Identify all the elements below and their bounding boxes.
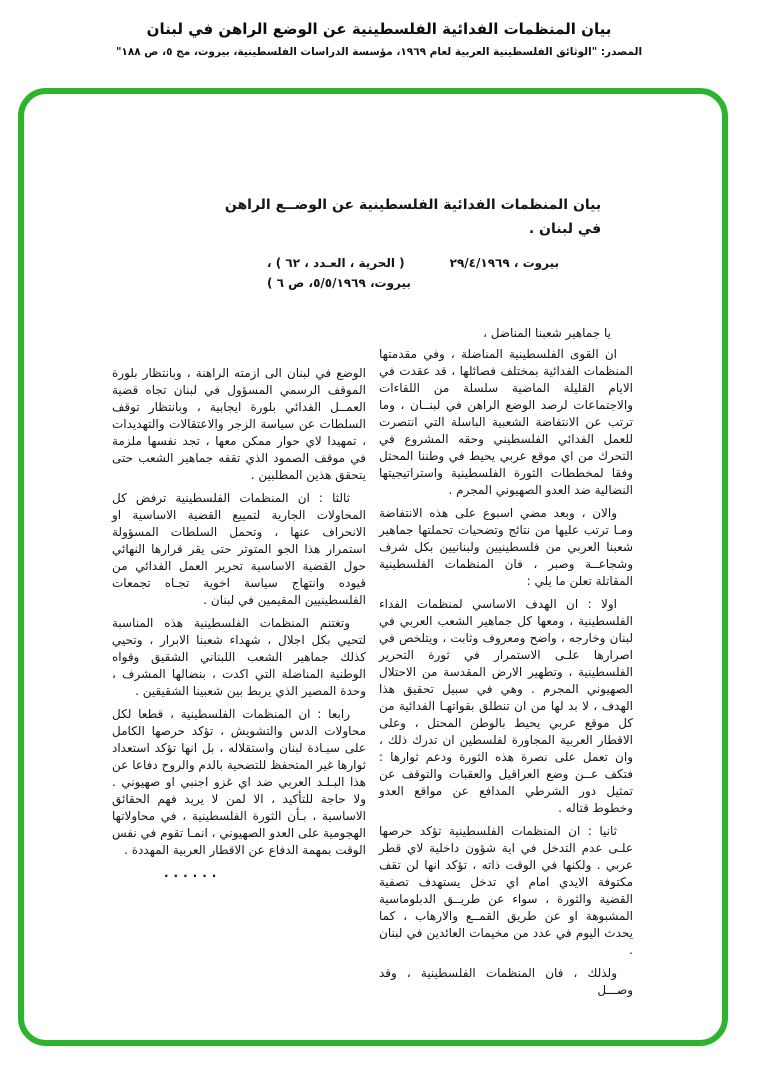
heading-line-1: بيان المنظمات الفدائية الفلسطينية عن الوضــع الراهن: [224, 197, 602, 213]
page-title: بيان المنظمات الفدائية الفلسطينية عن الوضع الراهن في لبنان: [146, 20, 612, 38]
paragraph-second-point: ثانيا : ان المنظمات الفلسطينية تؤكد حرصها علـى عدم التدخل في اية شؤون داخلية لاي قطر عربي . ولكنها في الوقت ذاته ، تؤكد انها لن تقف مكتوفة الايدي امام اي تدخل يستهدف تصفية القضية والثورة ، سواء عن طريــق الدبلوماسية المشبوهة او عن طريق القمــع والارهاب ، كما يحدث اليوم في عدد من مخيمات العائدين في لبنان .: [379, 823, 633, 957]
paragraph-third-point: ثالثا : ان المنظمات الفلسطينية ترفض كل المحاولات الجارية لتمييع القضية الاساسية او الانحراف عنها ، وتحمل السلطات المسؤولة استمرار هذا الجو المتوتر حتى يقر قرارها النهائي حول القضية الاساسية تحرير العمل الفدائي من قيوده وانتهاج سياسة اخوية تجـاه تجمعات الفلسطينيين المقيمين في لبنان .: [112, 490, 366, 607]
paragraph: وتغتنم المنظمات الفلسطينية هذه المناسبة لتحيي بكل اجلال ، شهداء شعبنا الابرار ، وتحيي كذلك جماهير الشعب اللبناني الشقيق وقواه الوطنية المناضلة التي اكدت ، بنضالها المشرف ، وحدة المصير الذي يربط بين شعبينا الشقيقين .: [112, 615, 366, 698]
page-header: [0, 0, 758, 58]
paragraph: والان ، وبعد مضي اسبوع على هذه الانتفاضة ومـا ترتب عليها من نتائج وتضحيات تحملتها جماهير شعبنا العربي من فلسطينيين ولبنانيين بكل شرف وشجاعــة وصبر ، فان المنظمات الفلسطينية المقاتلة تعلن ما يلي :: [379, 505, 633, 588]
left-column: [112, 365, 366, 1005]
reference-line-2: بيروت، ٥/٥/١٩٦٩، ص ٦ ): [267, 276, 411, 291]
reference-city-date: بيروت ، ٢٩/٤/١٩٦٩: [449, 255, 559, 270]
document-reference: [267, 254, 559, 293]
paragraph-first-point: اولا : ان الهدف الاساسي لمنظمات الفداء الفلسطينية ، ومعها كل جماهير الشعب العربي في لبنان وخارجه ، واضح ومعروف وثابت ، ويتلخص في اصرارها علـى الاستمرار في ثورة التحرير الفلسطينية ، وتطهير الارض المقدسة من الاحتلال الصهيوني المجرم . وهي في سبيل تحقيق هذا الهدف ، لا بد لها من ان تنطلق بقواتهـا الفدائية من كل موقع عربي يحيط بالوطن المحتل ، وعلى الاقطار العربية المجاورة لفلسطين ان تدرك ذلك ، وان تعمل على نصرة هذه الثورة ودعم ثوارها : فتكف عــن وضع العراقيل والعقبات والتوقف عن تمثيل دور الشرطي المدافع عن مواقع العدو وخطوط قتاله .: [379, 596, 633, 815]
paragraph-fourth-point: رابعا : ان المنظمات الفلسطينية ، قطعا لكل محاولات الدس والتشويش ، تؤكد حرصها الكامل على سيـادة لبنان واستقلاله ، بل انها تؤكد استعداد ثوارها غير المتحفظ للتضحية بالدم والروح دفاعا عن هذا البـلـد العربي ضد اي غزو اجنبي او صهيوني . ولا حاجة للتأكيد ، الا لمن لا يريد فهم الحقائق الاساسية ، بـأن الثورة الفلسطينية ، في محاولاتها الهجومية على العدو الصهيوني ، انمـا تقوم في نفس الوقت بمهمة الدفاع عن الاقطار العربية المهددة .: [112, 706, 366, 857]
right-column: [379, 325, 633, 1005]
paragraph-continuation-lead: ولذلك ، فان المنظمات الفلسطينية ، وقد وصـــل: [379, 965, 633, 997]
reference-row-2: [267, 274, 559, 293]
reference-journal: ( الحرية ، العـدد ، ٦٢ ) ،: [267, 255, 405, 270]
salutation: يا جماهير شعبنا المناضل ،: [483, 325, 611, 340]
reference-row-1: [267, 254, 559, 273]
document-heading-text: [225, 194, 601, 242]
body-columns: [24, 325, 722, 1005]
document-frame: [18, 88, 728, 1046]
paragraph: ان القوى الفلسطينية المناضلة ، وفي مقدمتها المنظمات الفدائية بمختلف فصائلها ، قد عقدت في الايام القليلة الماضية سلسلة من اللقاءات والاجتماعات لرصد الوضع الراهن في لبنــان ، وما ترتب عن الانتفاضة الشعبية الباسلة التي انتصرت للعمل الفدائي الفلسطيني وحقه المشروع في التحرك من اي موقع عربي يحيط في وطننا المحتل وفقا لمخططات الثورة الفلسطينية واستراتيجيتها النضالية ضد العدو الصهيوني المجرم .: [379, 346, 633, 497]
source-line: المصدر: "الوثائق الفلسطينية العربية لعام ١٩٦٩، مؤسسة الدراسات الفلسطينية، بيروت، مج ٥، ص ١٨٨": [115, 46, 643, 58]
heading-line-2: في لبنان .: [528, 220, 602, 237]
paragraph-continuation: الوضع في لبنان الى ازمته الراهنة ، وبانتظار بلورة الموقف الرسمي المسؤول في لبنان تجاه قضية العمــل الفدائي بلورة ايجابية ، وبانتظار توقف السلطات عن سياسة الزجر والاعتقالات والتهديدات ، تمهيدا لاي حوار ممكن معها ، تجد نفسها ملزمة في موقف الصمود الذي تقفه جماهير الشعب حتى يتحقق هذين المطلبين .: [112, 365, 366, 482]
document-heading: [64, 194, 758, 242]
end-dots: ......: [164, 865, 222, 880]
scanned-document: [24, 94, 722, 1040]
